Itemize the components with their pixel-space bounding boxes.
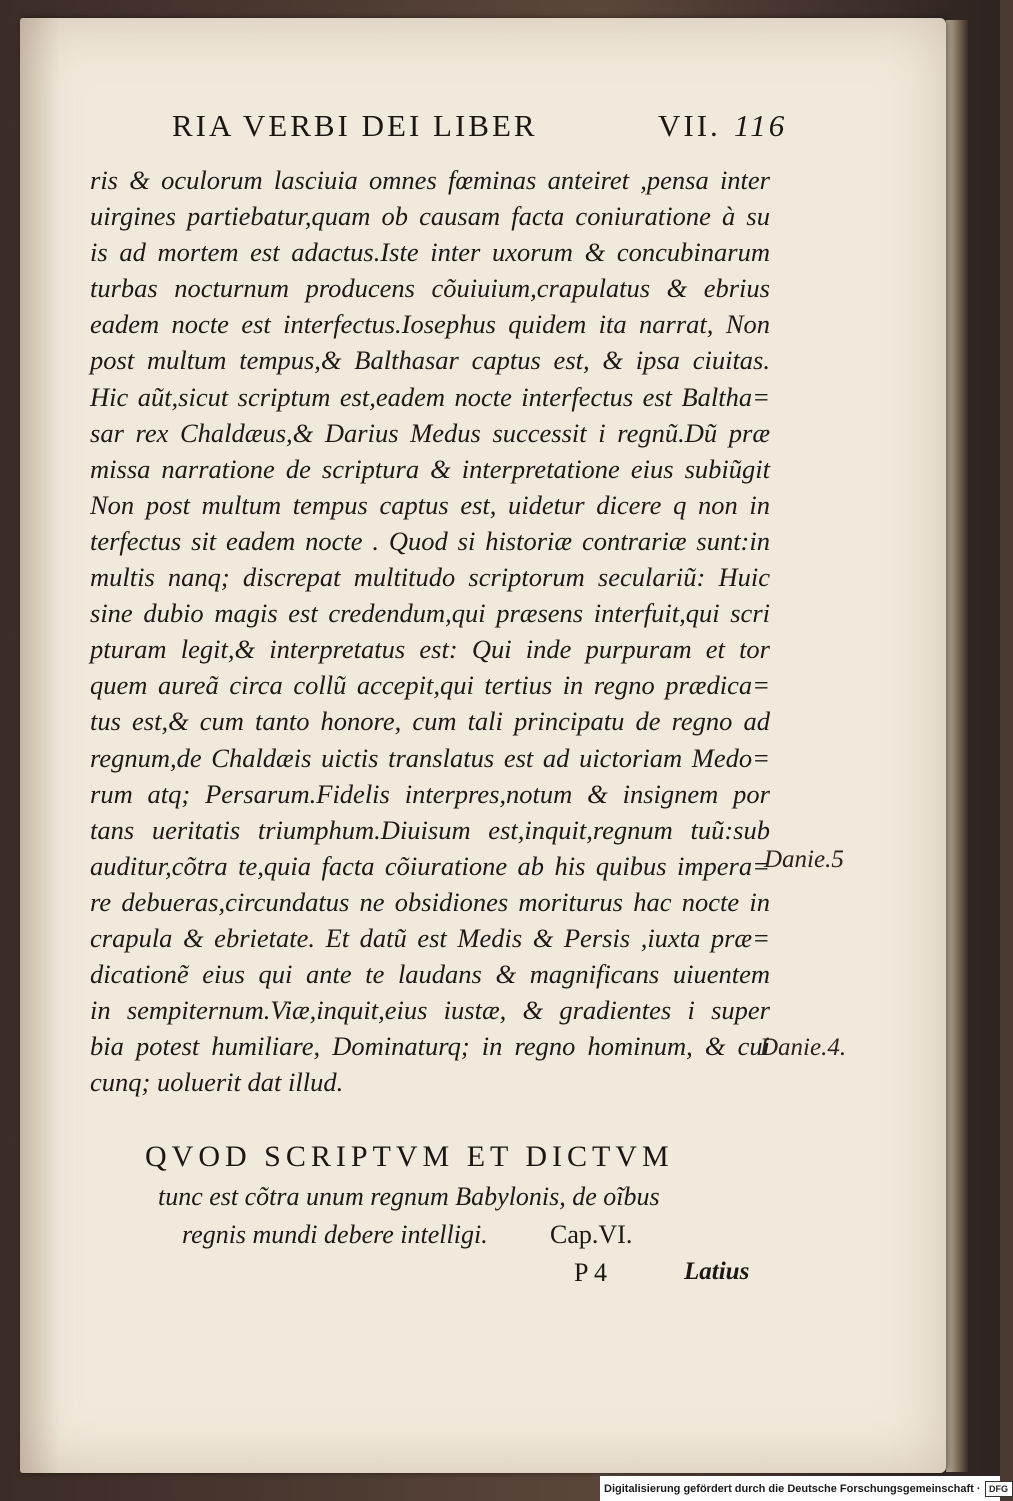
text-line: quem aureã circa collũ accepit,qui tertius in regno prædica=: [90, 670, 770, 701]
text-line: in sempiternum.Viæ,inquit,eius iustæ, & gradientes i super: [90, 995, 770, 1026]
text-line: turbas nocturnum producens cõuiuium,crapulatus & ebrius: [90, 273, 770, 304]
text-line: uirgines partiebatur,quam ob causam facta coniuratione à su: [90, 201, 770, 232]
text-line: tus est,& cum tanto honore, cum tali principatu de regno ad: [90, 706, 770, 737]
text-line: cunq; uoluerit dat illud.: [90, 1067, 344, 1098]
text-line: Hic aũt,sicut scriptum est,eadem nocte interfectus est Baltha=: [90, 381, 770, 412]
text-line: multis nanq; discrepat multitudo scriptorum seculariũ: Huic: [90, 562, 770, 593]
text-line: crapula & ebrietate. Et datũ est Medis & Persis ,iuxta præ=: [90, 922, 770, 953]
signature-mark: P 4: [574, 1258, 607, 1287]
text-line: sine dubio magis est credendum,qui præsens interfuit,qui scri: [90, 598, 770, 629]
text-line: is ad mortem est adactus.Iste inter uxorum & concubinarum: [90, 237, 770, 268]
text-line: bia potest humiliare, Dominaturq; in regno hominum, & cui: [90, 1031, 770, 1062]
running-header: [172, 108, 792, 150]
digitization-credit: [604, 1480, 1013, 1498]
catchword: Latius: [684, 1258, 750, 1285]
credit-text: Digitalisierung gefördert durch die Deutsche Forschungsgemeinschaft ·: [604, 1483, 981, 1495]
text-line: eadem nocte est interfectus.Iosephus quidem ita narrat, Non: [90, 309, 770, 340]
folio-number: 116: [734, 108, 788, 143]
dfg-logo-icon: DFG: [985, 1481, 1013, 1497]
header-title: RIA VERBI DEI LIBER: [172, 108, 538, 143]
chapter-heading-line-2: tunc est cõtra unum regnum Babylonis, de oĩbus: [158, 1182, 660, 1211]
text-line: dicationẽ eius qui ante te laudans & magnificans uiuentem: [90, 959, 770, 990]
text-line: ris & oculorum lasciuia omnes fœminas anteiret ,pensa inter: [90, 165, 770, 195]
text-line: rum atq; Persarum.Fidelis interpres,notum & insignem por: [90, 778, 770, 809]
chapter-heading-line-3: regnis mundi debere intelligi.: [182, 1220, 488, 1249]
text-line: Non post multum tempus captus est, uidetur dicere q non in: [90, 489, 770, 520]
text-line: terfectus sit eadem nocte . Quod si historiæ contrariæ sunt:in: [90, 525, 770, 556]
book-page-edges: [946, 20, 968, 1472]
text-line: re debueras,circundatus ne obsidiones moriturus hac nocte in: [90, 886, 770, 917]
margin-note-daniel-4: Danie.4.: [760, 1034, 847, 1061]
margin-note-daniel-5: Danie.5: [764, 846, 844, 873]
text-line: post multum tempus,& Balthasar captus est, & ipsa ciuitas.: [90, 345, 770, 376]
text-line: pturam legit,& interpretatus est: Qui inde purpuram et tor: [90, 634, 770, 665]
text-line: missa narratione de scriptura & interpretatione eius subiũgit: [90, 453, 770, 484]
text-line: auditur,cõtra te,quia facta cõiuratione ab his quibus impera=: [90, 850, 770, 881]
header-book-number: VII.: [658, 108, 721, 143]
text-line: regnum,de Chaldæis uictis translatus est ad uictoriam Medo=: [90, 742, 770, 773]
main-text-block: [90, 162, 770, 1100]
chapter-number: Cap.VI.: [550, 1220, 633, 1249]
text-line: sar rex Chaldæus,& Darius Medus successit i regnũ.Dũ præ: [90, 417, 770, 448]
chapter-heading: QVOD SCRIPTVM ET DICTVM: [145, 1140, 674, 1173]
text-line: tans ueritatis triumphum.Diuisum est,inquit,regnum tuũ:sub: [90, 814, 770, 845]
